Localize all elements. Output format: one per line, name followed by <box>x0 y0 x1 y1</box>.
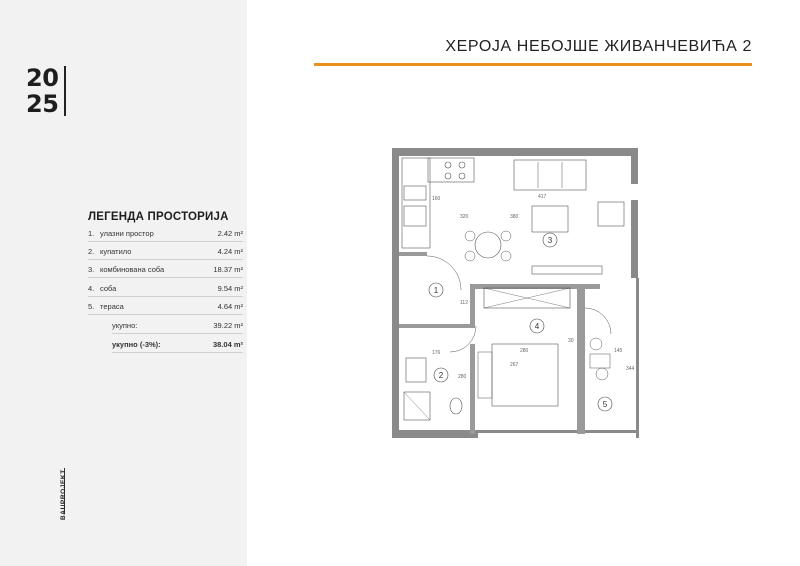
room-area: 18.37 m² <box>213 265 243 274</box>
dimension-label: 417 <box>538 194 547 200</box>
dimension-label: 267 <box>510 362 519 368</box>
legend-row-combined-room <box>88 265 243 279</box>
year-divider <box>64 66 66 116</box>
dimension-label: 176 <box>432 350 441 356</box>
room-number-label: 1 <box>433 286 439 295</box>
floor-plan-drawing <box>392 148 644 440</box>
year-top: 20 <box>26 64 59 92</box>
kitchen-cooktop <box>428 158 474 182</box>
year-bottom: 25 <box>26 90 59 118</box>
total-reduced-label: укупно (-3%): <box>112 340 161 349</box>
room-name: соба <box>100 284 117 293</box>
dimension-label: 320 <box>460 214 469 220</box>
terrace-table-icon <box>590 354 610 368</box>
row-divider <box>112 352 243 353</box>
wall-left <box>392 148 399 438</box>
room-name: тераса <box>100 302 124 311</box>
legend-row-terrace <box>88 302 243 316</box>
room-number-label: 4 <box>534 322 540 331</box>
room-area: 4.64 m² <box>217 302 243 311</box>
legend-row-total <box>88 321 243 335</box>
chair-icon <box>501 231 511 241</box>
burner-icon <box>459 173 465 179</box>
room-area: 9.54 m² <box>217 284 243 293</box>
wall-right-mid <box>631 200 638 278</box>
legend-row-total-reduced <box>88 340 243 354</box>
room-area: 4.24 m² <box>217 247 243 256</box>
room-area: 2.42 m² <box>217 229 243 238</box>
wall-bath-top <box>399 324 475 328</box>
burner-icon <box>445 173 451 179</box>
room-name: комбинована соба <box>100 265 165 274</box>
page-title: ХЕРОЈА НЕБОЈШЕ ЖИВАНЧЕВИЋА 2 <box>445 38 752 55</box>
dimension-label: 344 <box>626 366 635 372</box>
row-divider <box>88 259 243 260</box>
dimension-label: 160 <box>432 196 441 202</box>
room-name: купатило <box>100 247 132 256</box>
dimension-label: 380 <box>510 214 519 220</box>
row-divider <box>88 296 243 297</box>
title-accent-bar <box>314 63 752 66</box>
wall-terrace-edge <box>636 278 639 438</box>
wall-bottom-right <box>476 430 638 433</box>
total-value: 39.22 m² <box>213 321 243 330</box>
sidebar-panel <box>0 0 247 566</box>
sofa-icon <box>514 160 586 190</box>
chair-icon <box>465 231 475 241</box>
fridge-icon <box>404 206 426 226</box>
dining-table-icon <box>475 232 501 258</box>
sink-icon <box>404 186 426 200</box>
dimension-label: 145 <box>614 348 623 354</box>
nightstand-icon <box>478 352 492 398</box>
wall-entrance <box>399 252 427 256</box>
wall-room-right <box>577 284 585 434</box>
terrace-chair-icon <box>590 338 602 350</box>
legend-row-entrance <box>88 229 243 243</box>
toilet-icon <box>450 398 462 414</box>
wall-top <box>392 148 638 156</box>
room-number: 4. <box>88 284 95 293</box>
room-number-label: 2 <box>438 371 444 380</box>
armchair-icon <box>598 202 624 226</box>
room-name: улазни простор <box>100 229 154 238</box>
burner-icon <box>459 162 465 168</box>
wall-interior-left <box>470 284 475 324</box>
dimension-label: 280 <box>458 374 467 380</box>
room-number: 2. <box>88 247 95 256</box>
chair-icon <box>465 251 475 261</box>
brand-logo: BAUPROJEKT <box>60 469 67 520</box>
wall-bath-right <box>470 344 475 434</box>
kitchen-counter <box>402 158 430 248</box>
room-number-label: 3 <box>547 236 553 245</box>
terrace-door-icon <box>585 308 611 334</box>
burner-icon <box>445 162 451 168</box>
dimension-label: 30 <box>568 338 574 344</box>
coffee-table-icon <box>532 206 568 232</box>
row-divider <box>88 241 243 242</box>
room-number: 5. <box>88 302 95 311</box>
total-reduced-value: 38.04 m² <box>212 340 243 349</box>
row-divider <box>88 277 243 278</box>
legend-row-room <box>88 284 243 298</box>
room-number: 3. <box>88 265 95 274</box>
legend-row-bathroom <box>88 247 243 261</box>
floor-plan <box>392 148 644 445</box>
legend-title: ЛЕГЕНДА ПРОСТОРИЈА <box>88 211 229 223</box>
washbasin-icon <box>406 358 426 382</box>
tv-unit-icon <box>532 266 602 274</box>
row-divider <box>112 333 243 334</box>
terrace-chair-icon <box>596 368 608 380</box>
total-label: укупно: <box>112 321 138 330</box>
chair-icon <box>501 251 511 261</box>
dimension-label: 280 <box>520 348 529 354</box>
row-divider <box>88 314 243 315</box>
room-number: 1. <box>88 229 95 238</box>
wall-bottom-left <box>392 430 478 438</box>
room-number-label: 5 <box>602 400 608 409</box>
dimension-label: 112 <box>460 300 468 306</box>
wall-right-top <box>631 148 638 184</box>
